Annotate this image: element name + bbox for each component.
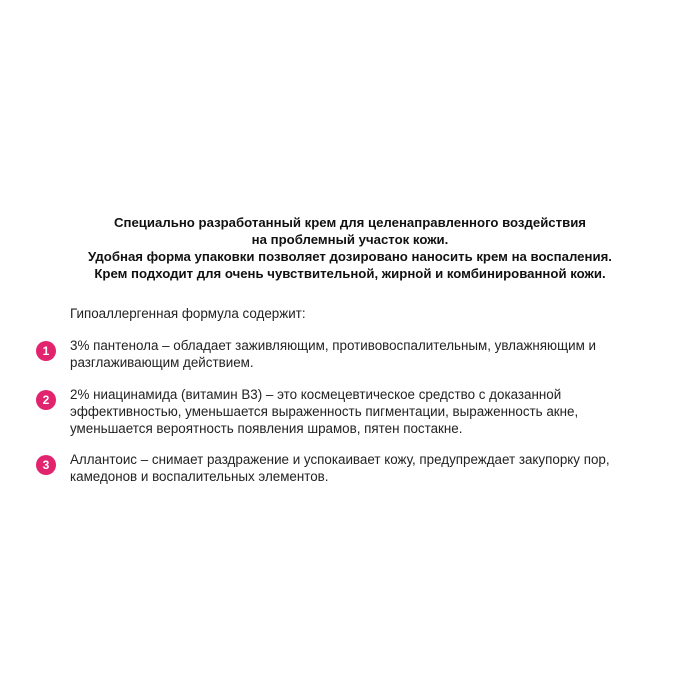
text-line: разглаживающим действием. <box>70 355 254 370</box>
number-badge: 3 <box>36 455 56 475</box>
intro-paragraph <box>40 214 660 282</box>
intro-line: Крем подходит для очень чувствительной, жирной и комбинированной кожи. <box>94 266 606 281</box>
text-line: Аллантоис – снимает раздражение и успокаивает кожу, предупреждает закупорку пор, <box>70 452 610 467</box>
formula-item-text <box>70 451 670 485</box>
intro-line: Специально разработанный крем для целенаправленного воздействия <box>113 215 587 230</box>
intro-line: на проблемный участок кожи. <box>251 232 449 247</box>
number-badge: 2 <box>36 390 56 410</box>
text-line: уменьшается вероятность появления шрамов, пятен постакне. <box>70 421 463 436</box>
text-line: камедонов и воспалительных элементов. <box>70 469 329 484</box>
intro-line: Удобная форма упаковки позволяет дозировано наносить крем на воспаления. <box>88 249 612 264</box>
text-line: 3% пантенола – обладает заживляющим, противовоспалительным, увлажняющим и <box>70 338 596 353</box>
number-badge: 1 <box>36 341 56 361</box>
formula-item-text <box>70 386 670 437</box>
text-line: 2% ниацинамида (витамин В3) – это космецевтическое средство с доказанной <box>70 387 562 402</box>
text-line: эффективностью, уменьшается выраженность пигментации, выраженность акне, <box>70 404 579 419</box>
formula-heading: Гипоаллергенная формула содержит: <box>70 306 306 321</box>
formula-item-text <box>70 337 670 371</box>
